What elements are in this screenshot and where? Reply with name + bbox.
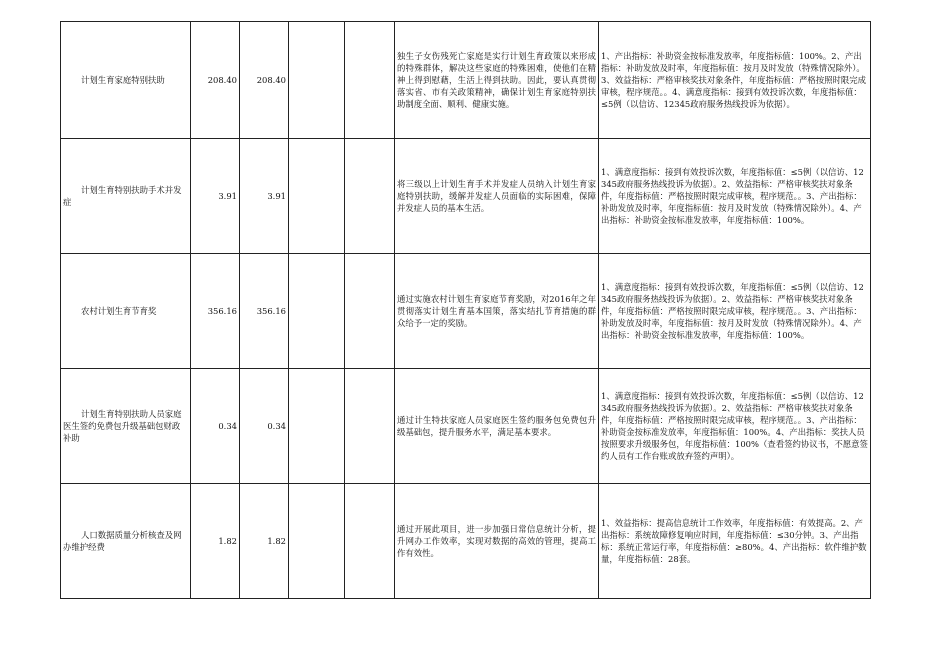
indicator-cell: 1、效益指标：提高信息统计工作效率，年度指标值：有效提高。2、产出指标：系统故障修复响应时间，年度指标值：≤30分钟。3、产出指标：系统正常运行率，年度指标值：≥80%。4、产出指标：软件维护数量，年度指标值：28套。 [599, 484, 871, 599]
description-cell: 独生子女伤残死亡家庭是实行计划生育政策以来形成的特殊群体，解决这些家庭的特殊困难，使他们在精神上得到慰藉，生活上得到扶助。因此，要认真贯彻落实省、市有关政策精神，确保计划生育家庭特别扶助制度全面、顺利、健康实施。 [395, 22, 599, 139]
table-row [61, 139, 871, 254]
amount-cell: 208.40 [240, 22, 289, 139]
empty-cell [289, 484, 345, 599]
description-cell: 通过计生特扶家庭人员家庭医生签约服务包免费包升级基础包，提升服务水平，满足基本要求。 [395, 369, 599, 484]
amount-cell: 356.16 [240, 254, 289, 369]
description-cell: 通过实施农村计划生育家庭节育奖励，对2016年之年贯彻落实计划生育基本国策，落实结扎节育措施的群众给予一定的奖励。 [395, 254, 599, 369]
project-name-cell [61, 369, 191, 484]
table-row [61, 254, 871, 369]
indicator-cell: 1、满意度指标：接到有效投诉次数，年度指标值：≤5例（以信访、12345政府服务热线投诉为依据）。2、效益指标：严格审核奖扶对象条件，年度指标值：严格按照时限完成审核，程序规范。。3、产出指标：补助发放及时率，年度指标值：按月及时发放（特殊情况除外）。4、产出指标：补助资金按标准发放率，年度指标值：100%。 [599, 254, 871, 369]
amount-cell: 208.40 [191, 22, 240, 139]
table-row [61, 22, 871, 139]
project-name-cell [61, 22, 191, 139]
amount-cell: 3.91 [240, 139, 289, 254]
description-cell: 通过开展此项目，进一步加强日常信息统计分析，提升网办工作效率，实现对数据的高效的管理，提高工作有效性。 [395, 484, 599, 599]
project-name-cell [61, 484, 191, 599]
empty-cell [289, 22, 345, 139]
amount-cell: 0.34 [191, 369, 240, 484]
project-name: 人口数据质量分析核查及网办维护经费 [63, 530, 182, 552]
amount-cell: 1.82 [191, 484, 240, 599]
project-name: 计划生育特别扶助手术并发症 [63, 185, 182, 207]
indicator-cell: 1、产出指标：补助资金按标准发放率，年度指标值：100%。2、产出指标：补助发放及时率，年度指标值：按月及时发放（特殊情况除外）。3、效益指标：严格审核奖扶对象条件，年度指标值：严格按照时限完成审核，程序规范。。4、满意度指标：接到有效投诉次数，年度指标值：≤5例（以信访、12345政府服务热线投诉为依据）。 [599, 22, 871, 139]
amount-cell: 0.34 [240, 369, 289, 484]
project-name: 计划生育特别扶助人员家庭医生签约免费包升级基础包财政补助 [63, 409, 182, 443]
amount-cell: 1.82 [240, 484, 289, 599]
amount-cell: 3.91 [191, 139, 240, 254]
budget-table [60, 21, 871, 599]
empty-cell [345, 22, 395, 139]
amount-cell: 356.16 [191, 254, 240, 369]
empty-cell [289, 139, 345, 254]
table-row [61, 369, 871, 484]
empty-cell [289, 369, 345, 484]
project-name: 计划生育家庭特别扶助 [81, 75, 165, 85]
empty-cell [345, 369, 395, 484]
empty-cell [345, 484, 395, 599]
empty-cell [345, 254, 395, 369]
description-cell: 将三级以上计划生育手术并发症人员纳入计划生育家庭特别扶助，缓解并发症人员面临的实际困难，保障并发症人员的基本生活。 [395, 139, 599, 254]
project-name: 农村计划生育节育奖 [81, 306, 157, 316]
indicator-cell: 1、满意度指标：接到有效投诉次数，年度指标值：≤5例（以信访、12345政府服务热线投诉为依据）。2、效益指标：严格审核奖扶对象条件，年度指标值：严格按照时限完成审核，程序规范。。3、产出指标：补助资金按标准发放率，年度指标值：100%。4、产出指标：奖扶人员按照要求升级服务包，年度指标值：100%（查看签约协议书，不愿意签约人员有工作台账或放弃签约声明）。 [599, 369, 871, 484]
project-name-cell [61, 139, 191, 254]
indicator-cell: 1、满意度指标：接到有效投诉次数，年度指标值：≤5例（以信访、12345政府服务热线投诉为依据）。2、效益指标：严格审核奖扶对象条件，年度指标值：严格按照时限完成审核，程序规范。。3、产出指标：补助发放及时率，年度指标值：按月及时发放（特殊情况除外）。4、产出指标：补助资金按标准发放率，年度指标值：100%。 [599, 139, 871, 254]
empty-cell [345, 139, 395, 254]
project-name-cell [61, 254, 191, 369]
empty-cell [289, 254, 345, 369]
table-row [61, 484, 871, 599]
